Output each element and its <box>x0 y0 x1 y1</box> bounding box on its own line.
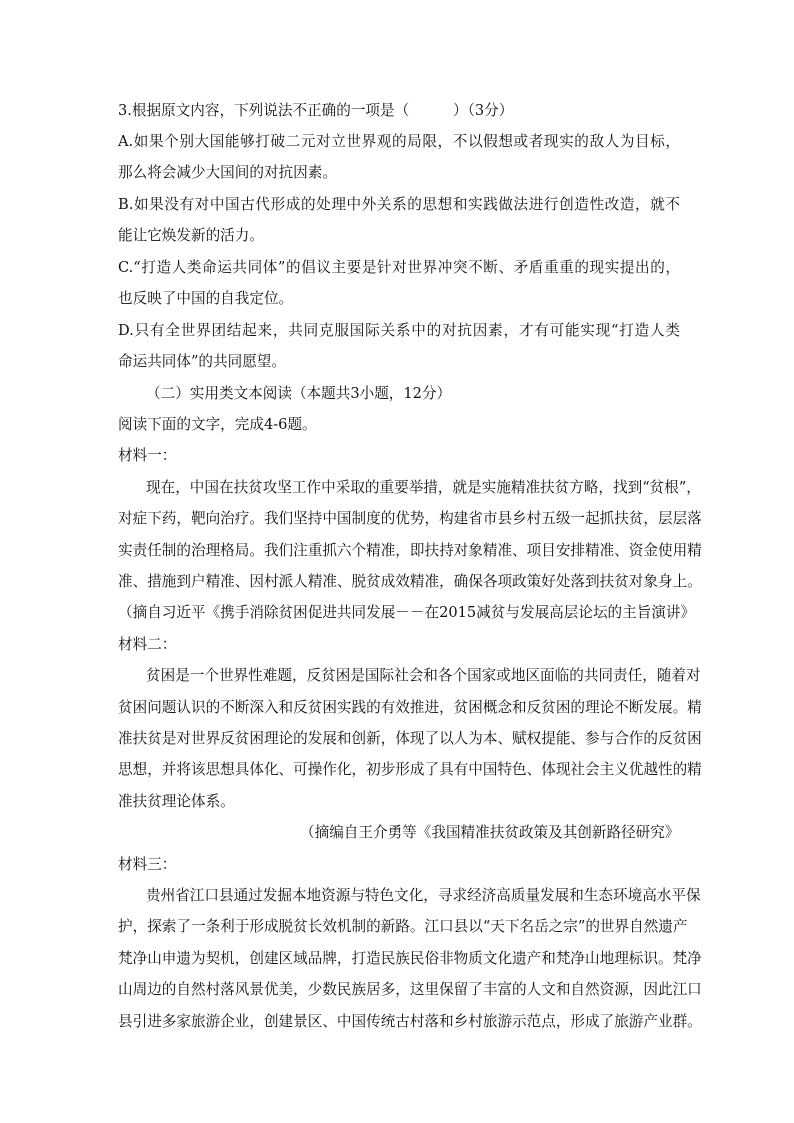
option-d-line-2: 命运共同体”的共同愿望。 <box>118 353 286 370</box>
material2-line-2: 贫困问题认识的不断深入和反贫困实践的有效推进，贫困概念和反贫困的理论不断发展。精 <box>118 699 702 716</box>
option-a-line-2: 那么将会减少大国间的对抗因素。 <box>118 164 337 181</box>
option-c-line-2: 也反映了中国的自我定位。 <box>118 290 294 307</box>
material1-line-3: 实责任制的治理格局。我们注重抓六个精准，即扶持对象精准、项目安排精准、资金使用精 <box>118 542 702 559</box>
material1-line-4: 准、措施到户精准、因村派人精准、脱贫成效精准，确保各项政策好处落到扶贫对象身上。 <box>118 573 702 590</box>
material2-line-1: 贫困是一个世界性难题，反贫困是国际社会和各个国家或地区面临的共同责任，随着对 <box>146 667 701 684</box>
material1-line-1: 现在，中国在扶贫攻坚工作中采取的重要举措，就是实施精准扶贫方略，找到“贫根”， <box>146 479 701 496</box>
material2-citation: （摘编自王介勇等《我国精准扶贫政策及其创新路径研究》 <box>300 824 680 841</box>
material3-line-5: 县引进多家旅游企业，创建景区、中国传统古村落和乡村旅游示范点，形成了旅游产业群。 <box>118 1013 702 1030</box>
section-instruction: 阅读下面的文字，完成4-6题。 <box>118 416 317 433</box>
material2-line-3: 准扶贫是对世界反贫困理论的发展和创新，体现了以人为本、赋权提能、参与合作的反贫困 <box>118 730 702 747</box>
option-b-line-2: 能让它焕发新的活力。 <box>118 227 264 244</box>
material3-line-1: 贵州省江口县通过发掘本地资源与特色文化，寻求经济高质量发展和生态环境高水平保 <box>146 887 701 904</box>
option-c-line-1: C.“打造人类命运共同体”的倡议主要是针对世界冲突不断、矛盾重重的现实提出的， <box>118 259 680 276</box>
section-heading: （二）实用类文本阅读（本题共3小题，12分） <box>146 385 452 402</box>
material3-label: 材料三： <box>118 856 177 873</box>
option-a-line-1: A.如果个别大国能够打破二元对立世界观的局限，不以假想或者现实的敌人为目标， <box>118 133 680 150</box>
material3-line-2: 护，探索了一条利于形成脱贫长效机制的新路。江口县以“天下名岳之宗”的世界自然遗产 <box>118 918 688 935</box>
material3-line-3: 梵净山申遗为契机，创建区域品牌，打造民族民俗非物质文化遗产和梵净山地理标识。梵净 <box>118 950 702 967</box>
material3-line-4: 山周边的自然村落风景优美，少数民族居多，这里保留了丰富的人文和自然资源，因此江口 <box>118 981 702 998</box>
material1-label: 材料一： <box>118 447 177 464</box>
question3-stem: 3.根据原文内容，下列说法不正确的一项是（ ）（3分） <box>118 102 514 119</box>
material1-line-2: 对症下药，靶向治疗。我们坚持中国制度的优势，构建省市县乡村五级一起抓扶贫，层层落 <box>118 510 702 527</box>
material2-line-4: 思想，并将该思想具体化、可操作化，初步形成了具有中国特色、体现社会主义优越性的精 <box>118 761 702 778</box>
material2-line-5: 准扶贫理论体系。 <box>118 793 235 810</box>
option-b-line-1: B.如果没有对中国古代形成的处理中外关系的思想和实践做法进行创造性改造，就不 <box>118 196 680 213</box>
option-d-line-1: D.只有全世界团结起来，共同克服国际关系中的对抗因素，才有可能实现“打造人类 <box>118 322 680 339</box>
material2-label: 材料二： <box>118 636 177 653</box>
material1-citation: （摘自习近平《携手消除贫困促进共同发展－－在2015减贫与发展高层论坛的主旨演讲》 <box>118 604 696 621</box>
